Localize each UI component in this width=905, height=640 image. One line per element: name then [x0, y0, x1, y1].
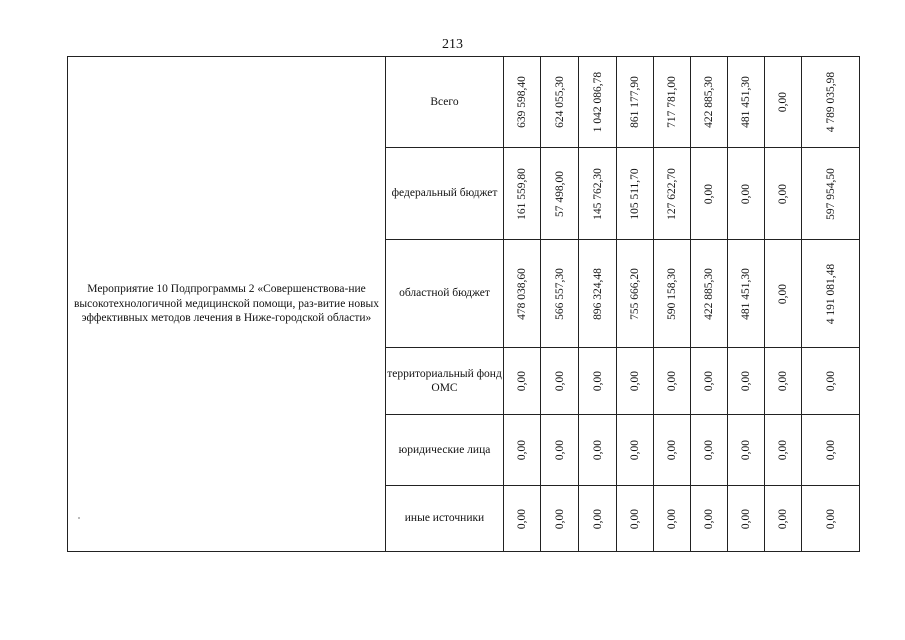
value-cell	[504, 486, 541, 552]
page-number: 213	[442, 37, 463, 52]
value-cell	[541, 348, 579, 415]
value-text: 4 191 081,48	[824, 263, 837, 324]
value-text: 422 885,30	[702, 76, 715, 128]
value-cell	[654, 57, 691, 148]
value-cell	[579, 57, 617, 148]
value-cell	[654, 486, 691, 552]
value-cell	[541, 57, 579, 148]
value-text: 0,00	[776, 283, 789, 304]
value-text: 0,00	[665, 439, 678, 461]
value-cell	[617, 148, 654, 240]
value-cell	[728, 348, 765, 415]
value-text: 0,00	[776, 439, 789, 461]
value-cell	[728, 57, 765, 148]
value-text: 0,00	[702, 183, 715, 204]
value-cell	[728, 240, 765, 348]
value-cell	[765, 240, 802, 348]
value-text: 1 042 086,78	[591, 71, 604, 133]
value-cell	[691, 415, 728, 486]
value-text: 105 511,70	[628, 167, 641, 220]
value-text: 639 598,40	[515, 76, 528, 128]
event-description: Мероприятие 10 Подпрограммы 2 «Совершенствова-ние высокотехнологичной медицинской помощи, раз-витие новых эффективных методов лечения в Ниже-городской области»	[68, 57, 386, 552]
value-cell	[765, 415, 802, 486]
source-label: юридические лица	[386, 415, 504, 486]
value-cell	[579, 240, 617, 348]
value-text: 0,00	[776, 370, 789, 392]
value-cell	[504, 240, 541, 348]
value-cell	[504, 348, 541, 415]
value-text: 0,00	[591, 439, 604, 461]
value-text: 0,00	[739, 370, 752, 392]
value-cell	[691, 57, 728, 148]
value-text: 0,00	[628, 370, 641, 392]
value-cell	[541, 415, 579, 486]
source-label: федеральный бюджет	[386, 148, 504, 240]
value-cell	[541, 486, 579, 552]
value-text: 717 781,00	[665, 76, 678, 128]
value-text: 624 055,30	[553, 76, 566, 128]
value-cell	[728, 486, 765, 552]
value-text: 0,00	[702, 370, 715, 392]
value-cell	[579, 486, 617, 552]
value-text: 481 451,30	[739, 76, 752, 128]
value-text: 0,00	[739, 439, 752, 461]
value-text: 127 622,70	[665, 167, 678, 220]
value-text: 861 177,90	[628, 76, 641, 128]
value-cell	[802, 486, 860, 552]
value-cell	[579, 415, 617, 486]
value-text: 0,00	[628, 439, 641, 461]
value-cell	[802, 415, 860, 486]
value-cell	[541, 148, 579, 240]
value-cell	[654, 415, 691, 486]
value-cell	[654, 348, 691, 415]
value-text: 590 158,30	[665, 267, 678, 320]
value-cell	[691, 148, 728, 240]
value-cell	[617, 57, 654, 148]
value-text: 0,00	[824, 508, 837, 529]
value-cell	[617, 486, 654, 552]
source-label: областной бюджет	[386, 240, 504, 348]
value-cell	[579, 148, 617, 240]
source-label: Всего	[386, 57, 504, 148]
value-cell	[728, 415, 765, 486]
value-text: 478 038,60	[515, 267, 528, 320]
value-cell	[802, 348, 860, 415]
source-label: территориальный фонд ОМС	[386, 348, 504, 415]
value-cell	[765, 57, 802, 148]
value-cell	[802, 57, 860, 148]
value-text: 4 789 035,98	[824, 71, 837, 133]
value-cell	[802, 240, 860, 348]
value-text: 0,00	[628, 508, 641, 529]
value-text: 0,00	[591, 370, 604, 392]
value-text: 481 451,30	[739, 267, 752, 320]
value-text: 422 885,30	[702, 267, 715, 320]
budget-table	[67, 56, 860, 552]
value-cell	[691, 348, 728, 415]
value-text: 0,00	[702, 508, 715, 529]
table-row-total	[68, 57, 860, 148]
value-cell	[802, 148, 860, 240]
value-text: 0,00	[665, 508, 678, 529]
source-label: иные источники	[386, 486, 504, 552]
value-text: 0,00	[776, 91, 789, 113]
value-text: 0,00	[665, 370, 678, 392]
value-text: 566 557,30	[553, 267, 566, 320]
value-text: 0,00	[739, 508, 752, 529]
value-text: 0,00	[824, 370, 837, 392]
value-text: 145 762,30	[591, 167, 604, 220]
value-cell	[617, 240, 654, 348]
value-cell	[504, 148, 541, 240]
value-cell	[728, 148, 765, 240]
value-text: 0,00	[515, 508, 528, 529]
value-text: 0,00	[824, 439, 837, 461]
value-text: 0,00	[739, 183, 752, 204]
value-cell	[617, 348, 654, 415]
value-cell	[765, 148, 802, 240]
value-cell	[617, 415, 654, 486]
value-text: 0,00	[553, 508, 566, 529]
value-text: 57 498,00	[553, 170, 566, 217]
value-cell	[654, 148, 691, 240]
value-text: 0,00	[553, 439, 566, 461]
value-cell	[691, 240, 728, 348]
value-cell	[765, 486, 802, 552]
value-cell	[654, 240, 691, 348]
value-text: 896 324,48	[591, 267, 604, 320]
value-cell	[504, 415, 541, 486]
value-text: 0,00	[776, 183, 789, 204]
value-text: 0,00	[591, 508, 604, 529]
value-cell	[691, 486, 728, 552]
value-text: 755 666,20	[628, 267, 641, 320]
value-text: 0,00	[515, 439, 528, 461]
value-text: 0,00	[553, 370, 566, 392]
value-text: 161 559,80	[515, 167, 528, 220]
value-text: 0,00	[515, 370, 528, 392]
value-cell	[579, 348, 617, 415]
value-cell	[765, 348, 802, 415]
value-text: 597 954,50	[824, 167, 837, 220]
value-cell	[541, 240, 579, 348]
value-text: 0,00	[702, 439, 715, 461]
value-cell	[504, 57, 541, 148]
value-text: 0,00	[776, 508, 789, 529]
scan-speck	[78, 517, 80, 519]
